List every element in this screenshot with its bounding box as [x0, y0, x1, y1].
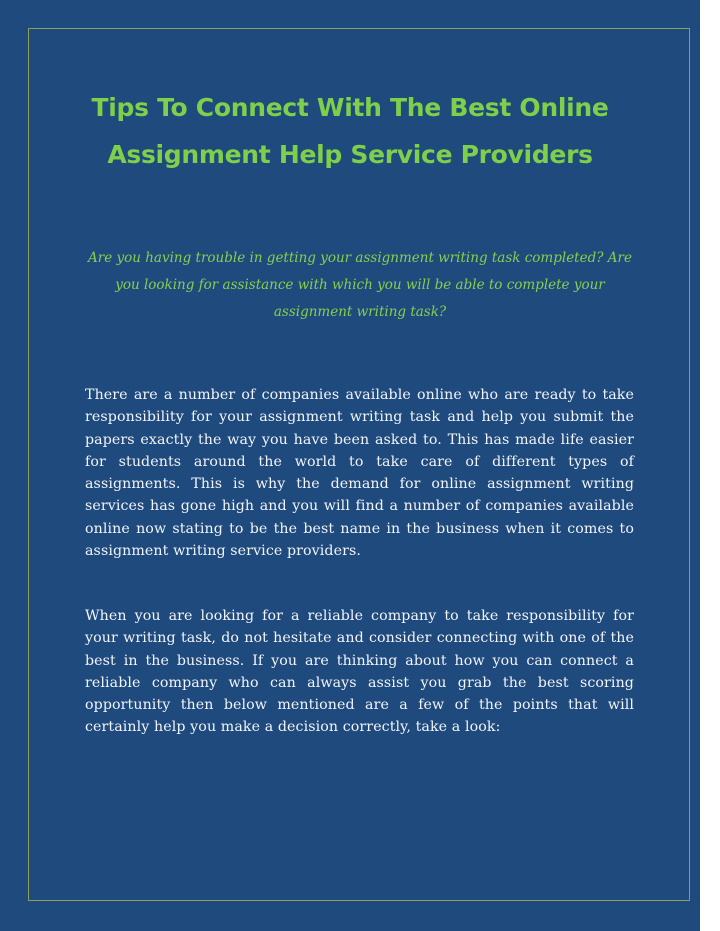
body-paragraph-1: There are a number of companies available online who are ready to take responsibility for your assignment writing task and help you submit the papers exactly the way you have been asked to. This has made life easier for students around the world to take care of different types of assignments. This is why the demand for online assignment writing services has gone high and you will find a number of companies available online now stating to be the best name in the business when it comes to assignment writing service providers.: [85, 387, 634, 560]
body-paragraph-2: When you are looking for a reliable company to take responsibility for your writing task, do not hesitate and consider connecting with one of the best in the business. If you are thinking about how you can connect a reliable company who can always assist you grab the best scoring opportunity then below mentioned are a few of the points that will certainly help you make a decision correctly, take a look:: [85, 608, 634, 736]
intro-question: Are you having trouble in getting your assignment writing task completed? Are you looking for assistance with which you will be able to complete your assignment writing task?: [88, 250, 632, 320]
document-title: Tips To Connect With The Best Online Assignment Help Service Providers: [91, 93, 609, 169]
